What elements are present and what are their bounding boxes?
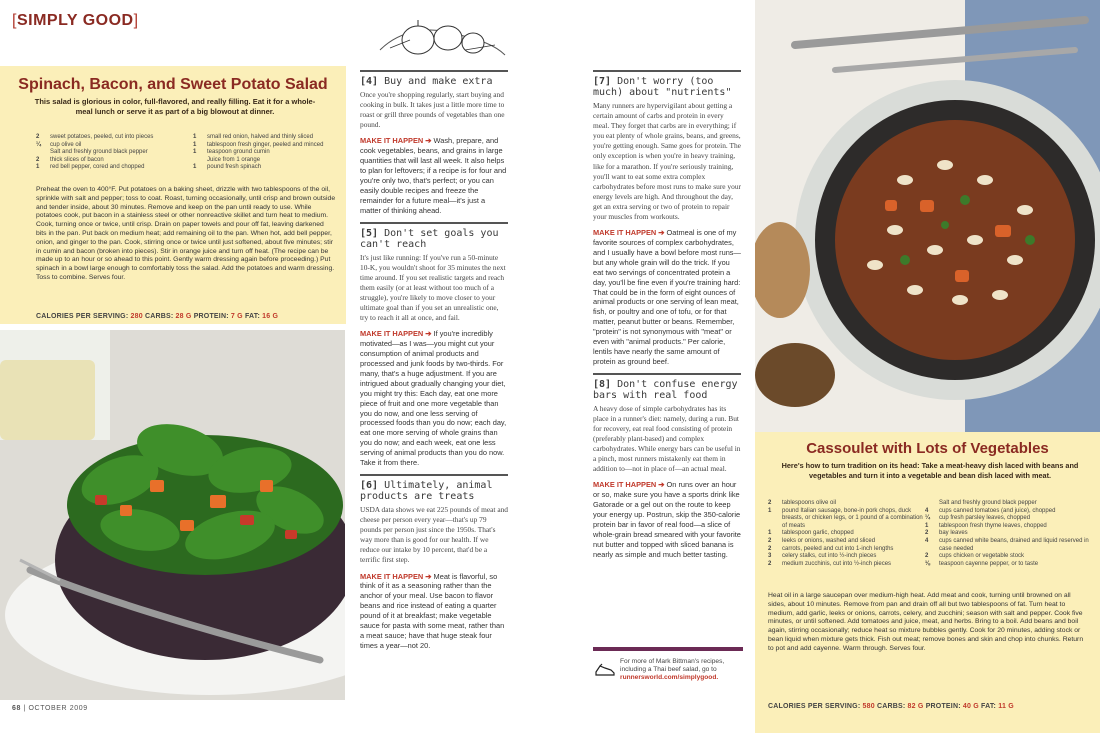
ingredient-text: cups chicken or vegetable stock — [939, 553, 1025, 560]
tip-7-body: Many runners are hypervigilant about getting a certain amount of carbs and protein in every meal. They forget that carbs are in everything; if you eat plenty of whole grains, beans, and greens, you're getting enough. Same goes for protein. The only exception is when you're in heavy training, like for a marathon. If you're seriously training, you'll want to eat some extra complex carbohydrates before most runs to make sure your energy levels are high. And throughout the day, get an extra serving or two of protein to repair your muscles from workouts. — [593, 101, 741, 222]
tip-8-make-it-happen: MAKE IT HAPPEN ➔ On runs over an hour or so, make sure you have a sports drink like Gatorade or a gel out on the route to keep your energy up. Postrun, skip the 350-calorie protein bar in favor of real food—a slice of whole-grain bread smeared with your favorite nut butter and topped with sliced banana is nearly as simple and much better tasting. — [593, 480, 741, 559]
cassoulet-ingredients-right — [925, 500, 1095, 568]
ingredient-text: tablespoon fresh ginger, peeled and minced — [207, 141, 324, 148]
cassoulet-intro: Here's how to turn tradition on its head: Take a meat-heavy dish laced with beans and vegetables and turn it into a vegetable and bean dish laced with meat. — [781, 461, 1079, 480]
ingredient-item — [925, 561, 1095, 569]
ingredient-text: Salt and freshly ground black pepper — [939, 500, 1037, 506]
ingredient-quantity — [925, 500, 939, 508]
folio: 68 | OCTOBER 2009 — [12, 705, 88, 712]
tip-7-make-it-happen: MAKE IT HAPPEN ➔ Oatmeal is one of my favorite sources of complex carbohydrates, and I usually have a bowl before most runs—but any whole grain will do the trick. If you eat two servings of concentrated protein a day, you'll be fine even if you're training hard: That could be in the form of eight ounces of animal products or one serving of lean meat, fish, or poultry and one of tofu, or for that matter, peanut butter or beans. Remember, "protein" is not synonymous with "meat" or even with "animal products." Per calorie, lentils have nearly the same amount of protein as ground beef. — [593, 228, 741, 366]
salad-photo — [0, 330, 345, 700]
ingredient-text: Juice from 1 orange — [207, 156, 261, 163]
ingredient-quantity: 2 — [768, 537, 772, 544]
ingredient-item — [925, 523, 1095, 531]
salad-ingredients-right — [193, 134, 333, 172]
ingredient-item — [193, 157, 333, 165]
ingredient-item — [193, 134, 333, 142]
ingredient-text: teaspoon cayenne pepper, or to taste — [939, 560, 1039, 567]
cassoulet-method: Heat oil in a large saucepan over medium-high heat. Add meat and cook, turning until browned on all sides, about 10 minutes. Remove from pan and drain off all but two tablespoons of fat. Turn heat to medium, add garlic, leeks or onions, carrots, celery, and zucchini; season with salt and pepper. Cook five minutes, or until softened. Add tomatoes and juice, meat, and herbs. Bring to a boil. Add beans and boil again, stirring occasionally; reduce heat so mixture bubbles gently. Cook for 20 minutes, adding stock or bean liquid when mixture gets thick. Fish out meat; remove bones and skin and chop into chunks. Return to pot and add cayenne. Warm through. Serves four. — [768, 592, 1084, 652]
ingredient-text: bay leaves — [939, 530, 968, 537]
ingredient-text: pound fresh spinach — [207, 164, 262, 171]
ingredient-text: tablespoon fresh thyme leaves, chopped — [939, 522, 1047, 529]
ingredient-text: cups canned tomatoes (and juice), chopped — [939, 507, 1056, 514]
salad-ingredients-left — [36, 134, 176, 172]
tips-column-2 — [593, 70, 741, 566]
salad-title: Spinach, Bacon, and Sweet Potato Salad — [18, 76, 328, 93]
ingredient-item — [925, 538, 1095, 553]
ingredient-quantity: 1 — [193, 164, 197, 171]
ingredient-item — [768, 561, 928, 569]
ingredient-quantity: ⅛ — [925, 560, 931, 567]
ingredient-text: leeks or onions, washed and sliced — [782, 537, 876, 544]
ingredient-quantity: 1 — [768, 507, 772, 514]
ingredient-quantity — [36, 149, 50, 157]
ingredient-quantity: 2 — [768, 560, 772, 567]
cassoulet-ingredients-left — [768, 500, 928, 568]
ingredient-item — [768, 508, 928, 531]
ingredient-text: celery stalks, cut into ½-inch pieces — [782, 553, 877, 560]
tip-5-heading: [5] Don't set goals you can't reach — [360, 222, 508, 250]
section-tag: [SIMPLY GOOD] — [12, 12, 139, 29]
ingredient-item — [36, 142, 176, 150]
ingredient-item — [36, 164, 176, 172]
ingredient-item — [193, 142, 333, 150]
ingredient-item — [768, 553, 928, 561]
ingredient-item — [36, 157, 176, 165]
ingredient-quantity: 2 — [768, 500, 772, 506]
ingredient-text: sweet potatoes, peeled, cut into pieces — [50, 134, 154, 140]
ingredient-item — [925, 508, 1095, 516]
ingredient-quantity — [193, 157, 207, 165]
ingredient-quantity: 2 — [768, 545, 772, 552]
ingredient-quantity: 1 — [36, 164, 40, 171]
ingredient-item — [925, 500, 1095, 508]
tips-column-1 — [360, 70, 508, 657]
ingredient-text: medium zucchinis, cut into ½-inch pieces — [782, 560, 892, 567]
tip-6-body: USDA data shows we eat 225 pounds of meat and cheese per person every year—that's up 79 pounds per person just since the 1950s. That's way more than is good for our health. If we reduce our intake by 10 percent, that'd be a terrific first step. — [360, 504, 508, 565]
tip-5-make-it-happen: MAKE IT HAPPEN ➔ If you're incredibly motivated—as I was—you might cut your consumption of animal products and processed and junk foods by two-thirds. For many, that's a huge adjustment. If you are intrigued about gradually changing your diet, you might try this: Each day, eat one more piece of fruit and one more vegetable than you do now, and one less serving of processed foods than you do now; each day, eat one more serving of whole grains than you do now; and each week, eat one less serving of animal products than you do now. Take it from there. — [360, 329, 507, 468]
promo-text: For more of Mark Bittman's recipes, including a Thai beef salad, go to runnersworld.com/simplygood. — [620, 658, 725, 681]
ingredient-item — [768, 530, 928, 538]
ingredient-item — [193, 164, 333, 172]
promo-link[interactable]: runnersworld.com/simplygood. — [620, 674, 719, 681]
salad-nutrition: CALORIES PER SERVING: 280 CARBS: 28 G PROTEIN: 7 G FAT: 16 G — [36, 313, 279, 320]
tip-4-body: Once you're shopping regularly, start buying and cooking in bulk. It takes just a little more time to roast or grill three pounds of vegetables than one pound. — [360, 90, 505, 130]
ingredient-text: teaspoon ground cumin — [207, 149, 270, 156]
ingredient-quantity: ¼ — [36, 141, 42, 148]
ingredient-quantity: 4 — [925, 507, 929, 514]
ingredient-quantity: 1 — [768, 530, 772, 537]
ingredient-item — [36, 134, 176, 142]
garlic-illustration — [370, 10, 510, 62]
ingredient-item — [925, 530, 1095, 538]
ingredient-item — [36, 149, 176, 157]
ingredient-quantity: 2 — [925, 553, 929, 560]
salad-intro: This salad is glorious in color, full-flavored, and really filling. Eat it for a whole-meal lunch or serve it as part of a big blowout at dinner. — [34, 97, 316, 116]
ingredient-item — [768, 500, 928, 508]
ingredient-text: pound Italian sausage, bone-in pork chops, duck breasts, or chicken legs, or 1 pound of a combination of meats — [782, 507, 923, 529]
tip-5-body: It's just like running: If you've run a 50-minute 10-K, you wouldn't shoot for 35 minutes the next time around. If you set realistic targets and reach them easily (or at least without too much of a struggle), you're likely to move closer to your ultimate goal than if you set an unrealistic one, try to reach it all at once, and fail. — [360, 252, 506, 323]
tip-6-heading: [6] Ultimately, animal products are treats — [360, 474, 508, 502]
ingredient-quantity: 4 — [925, 537, 929, 544]
ingredient-text: tablespoon garlic, chopped — [782, 530, 854, 537]
tip-6-make-it-happen: MAKE IT HAPPEN ➔ Meat is flavorful, so think of it as a seasoning rather than the anchor of your meal. Use bacon to flavor beans and rice instead of eating a quarter pound of it at breakfast; make vegetable sauce for pasta with some meat, rather than a meat sauce; have that huge steak four times a year—not 20. — [360, 571, 505, 650]
ingredient-text: tablespoons olive oil — [782, 500, 837, 506]
promo-divider — [593, 647, 743, 651]
cassoulet-title: Cassoulet with Lots of Vegetables — [806, 440, 1049, 457]
ingredient-quantity: 3 — [768, 553, 772, 560]
salad-method: Preheat the oven to 400°F. Put potatoes on a baking sheet, drizzle with two tablespoons of the oil, sprinkle with salt and pepper; toss to coat. Roast, turning occasionally, until crisp and brown outside and tender inside, about 30 minutes. Remove and keep on the pan until ready to use. While potatoes cook, put bacon in a stainless steel or other nonreactive skillet and turn heat to medium. Cook, turning once or twice, until crisp. Drain on paper towels and pour off fat, leaving darkened bits in the pan. Put back on medium heat; add remaining oil to the pan. When hot, add bell pepper, onion, and ginger to the pan. Cook, stirring once or twice until just softened, about five minutes; stir in cumin and bacon (broken into pieces). Stir in orange juice and turn off heat. (The recipe can be made up to an hour or so ahead to this point. Gently warm dressing again before proceeding.) Put spinach in a bowl large enough to comfortably toss the salad. Add the potatoes and warm dressing. Toss to combine. Serves four. — [36, 186, 336, 281]
ingredient-text: small red onion, halved and thinly sliced — [207, 134, 314, 140]
ingredient-quantity: ¼ — [925, 515, 931, 522]
ingredient-item — [193, 149, 333, 157]
ingredient-quantity: 1 — [193, 149, 197, 156]
ingredient-text: red bell pepper, cored and chopped — [50, 164, 145, 171]
ingredient-quantity: 2 — [925, 530, 929, 537]
ingredient-quantity: 2 — [36, 156, 40, 163]
tip-7-heading: [7] Don't worry (too much) about "nutrients" — [593, 70, 741, 98]
ingredient-text: cups canned white beans, drained and liquid reserved in case needed — [939, 537, 1089, 552]
ingredient-item — [768, 538, 928, 546]
ingredient-text: thick slices of bacon — [50, 156, 104, 163]
ingredient-item — [925, 553, 1095, 561]
ingredient-text: Salt and freshly ground black pepper — [50, 149, 148, 156]
cassoulet-nutrition: CALORIES PER SERVING: 580 CARBS: 82 G PROTEIN: 40 G FAT: 11 G — [768, 703, 1014, 710]
sneaker-icon — [594, 658, 616, 680]
tip-8-body: A heavy dose of simple carbohydrates has its place in a runner's diet: namely, during a run. But for recovery, eat real food consisting of protein (preferably plant-based) and complex carbohydrates. While energy bars can be useful in a pinch, most runners mistakenly eat them in addition to—not in place of—an actual meal. — [593, 403, 741, 474]
ingredient-quantity: 2 — [36, 134, 40, 140]
ingredient-quantity: 1 — [193, 141, 197, 148]
ingredient-item — [925, 515, 1095, 523]
ingredient-text: cup olive oil — [50, 141, 82, 148]
cassoulet-photo — [755, 0, 1100, 432]
tip-8-heading: [8] Don't confuse energy bars with real food — [593, 373, 741, 401]
tip-4-make-it-happen: MAKE IT HAPPEN ➔ Wash, prepare, and cook vegetables, beans, and grains in large quantities that will last all week. It also helps to plan for leftovers; if a recipe is for four and you're only two, that's perfect; or you can easily double recipes and freeze the remainder for a future meal—it's just a matter of thinking ahead. — [360, 136, 507, 215]
ingredient-quantity: 1 — [925, 522, 929, 529]
tip-4-heading: [4] Buy and make extra — [360, 70, 508, 87]
ingredient-text: carrots, peeled and cut into 1-inch lengths — [782, 545, 894, 552]
ingredient-text: cup fresh parsley leaves, chopped — [939, 515, 1031, 522]
ingredient-quantity: 1 — [193, 134, 197, 140]
